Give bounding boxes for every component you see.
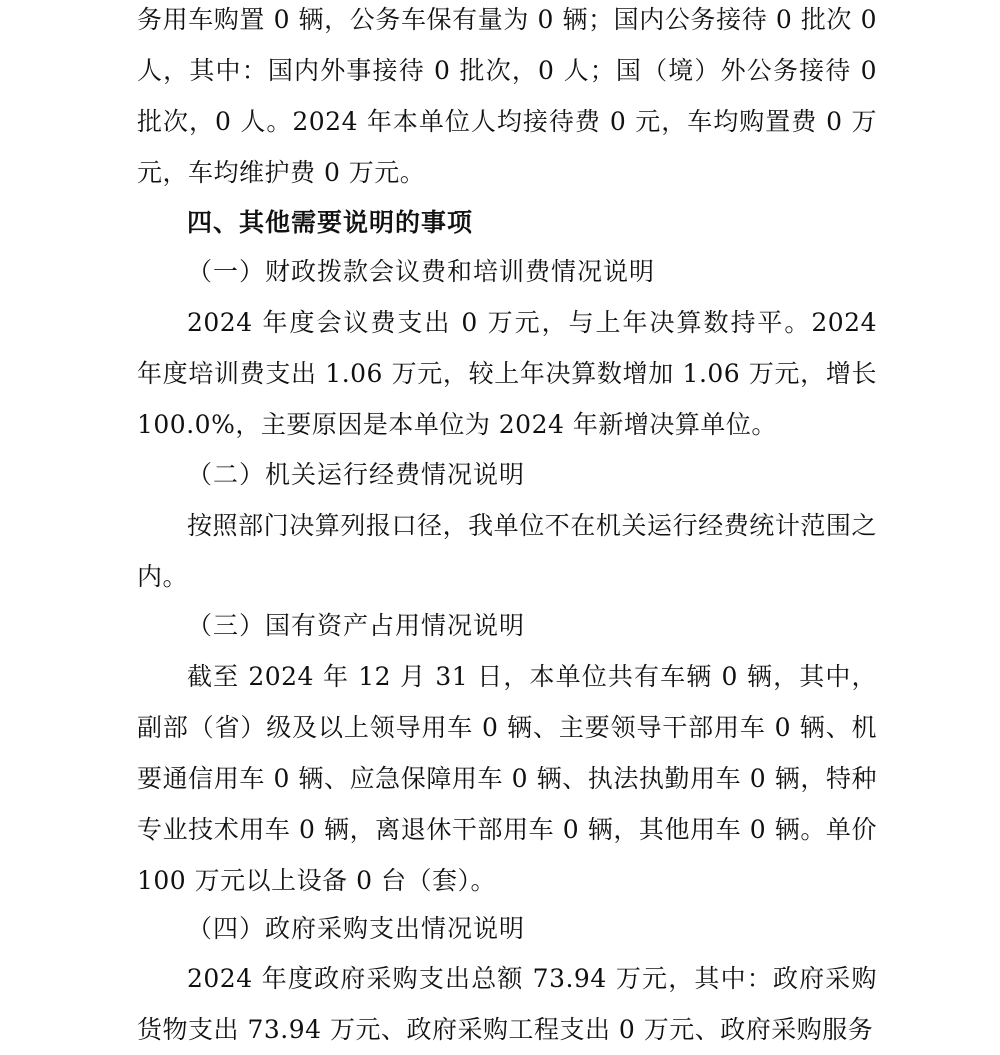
subheading-state-assets: （三）国有资产占用情况说明: [187, 611, 526, 640]
paragraph-meeting-training-fees: 2024 年度会议费支出 0 万元，与上年决算数持平。2024 年度培训费支出 1.06 万元，较上年决算数增加 1.06 万元，增长 100.0%，主要原因是本单位为 2024 年新增决算单位。: [137, 308, 877, 439]
paragraph-agency-operating-costs: 按照部门决算列报口径，我单位不在机关运行经费统计范围之内。: [137, 511, 877, 591]
paragraph-official-reception: 务用车购置 0 辆，公务车保有量为 0 辆；国内公务接待 0 批次 0 人，其中：国内外事接待 0 批次，0 人；国（境）外公务接待 0 批次，0 人。2024 年本单位人均接待费 0 元，车均购置费 0 万元，车均维护费 0 万元。: [137, 5, 877, 187]
subheading-agency-operating-costs: （二）机关运行经费情况说明: [187, 460, 526, 489]
paragraph-government-procurement: 2024 年度政府采购支出总额 73.94 万元，其中：政府采购货物支出 73.94 万元、政府采购工程支出 0 万元、政府采购服务: [137, 964, 877, 1044]
section-heading-other-matters: 四、其他需要说明的事项: [187, 208, 474, 237]
subheading-meeting-training-fees: （一）财政拨款会议费和培训费情况说明: [187, 257, 656, 286]
paragraph-state-assets: 截至 2024 年 12 月 31 日，本单位共有车辆 0 辆，其中，副部（省）级及以上领导用车 0 辆、主要领导干部用车 0 辆、机要通信用车 0 辆、应急保障用车 0 辆、执法执勤用车 0 辆，特种专业技术用车 0 辆，离退休干部用车 0 辆，其他用车 0 辆。单价 100 万元以上设备 0 台（套）。: [137, 662, 877, 895]
subheading-government-procurement: （四）政府采购支出情况说明: [187, 914, 526, 943]
